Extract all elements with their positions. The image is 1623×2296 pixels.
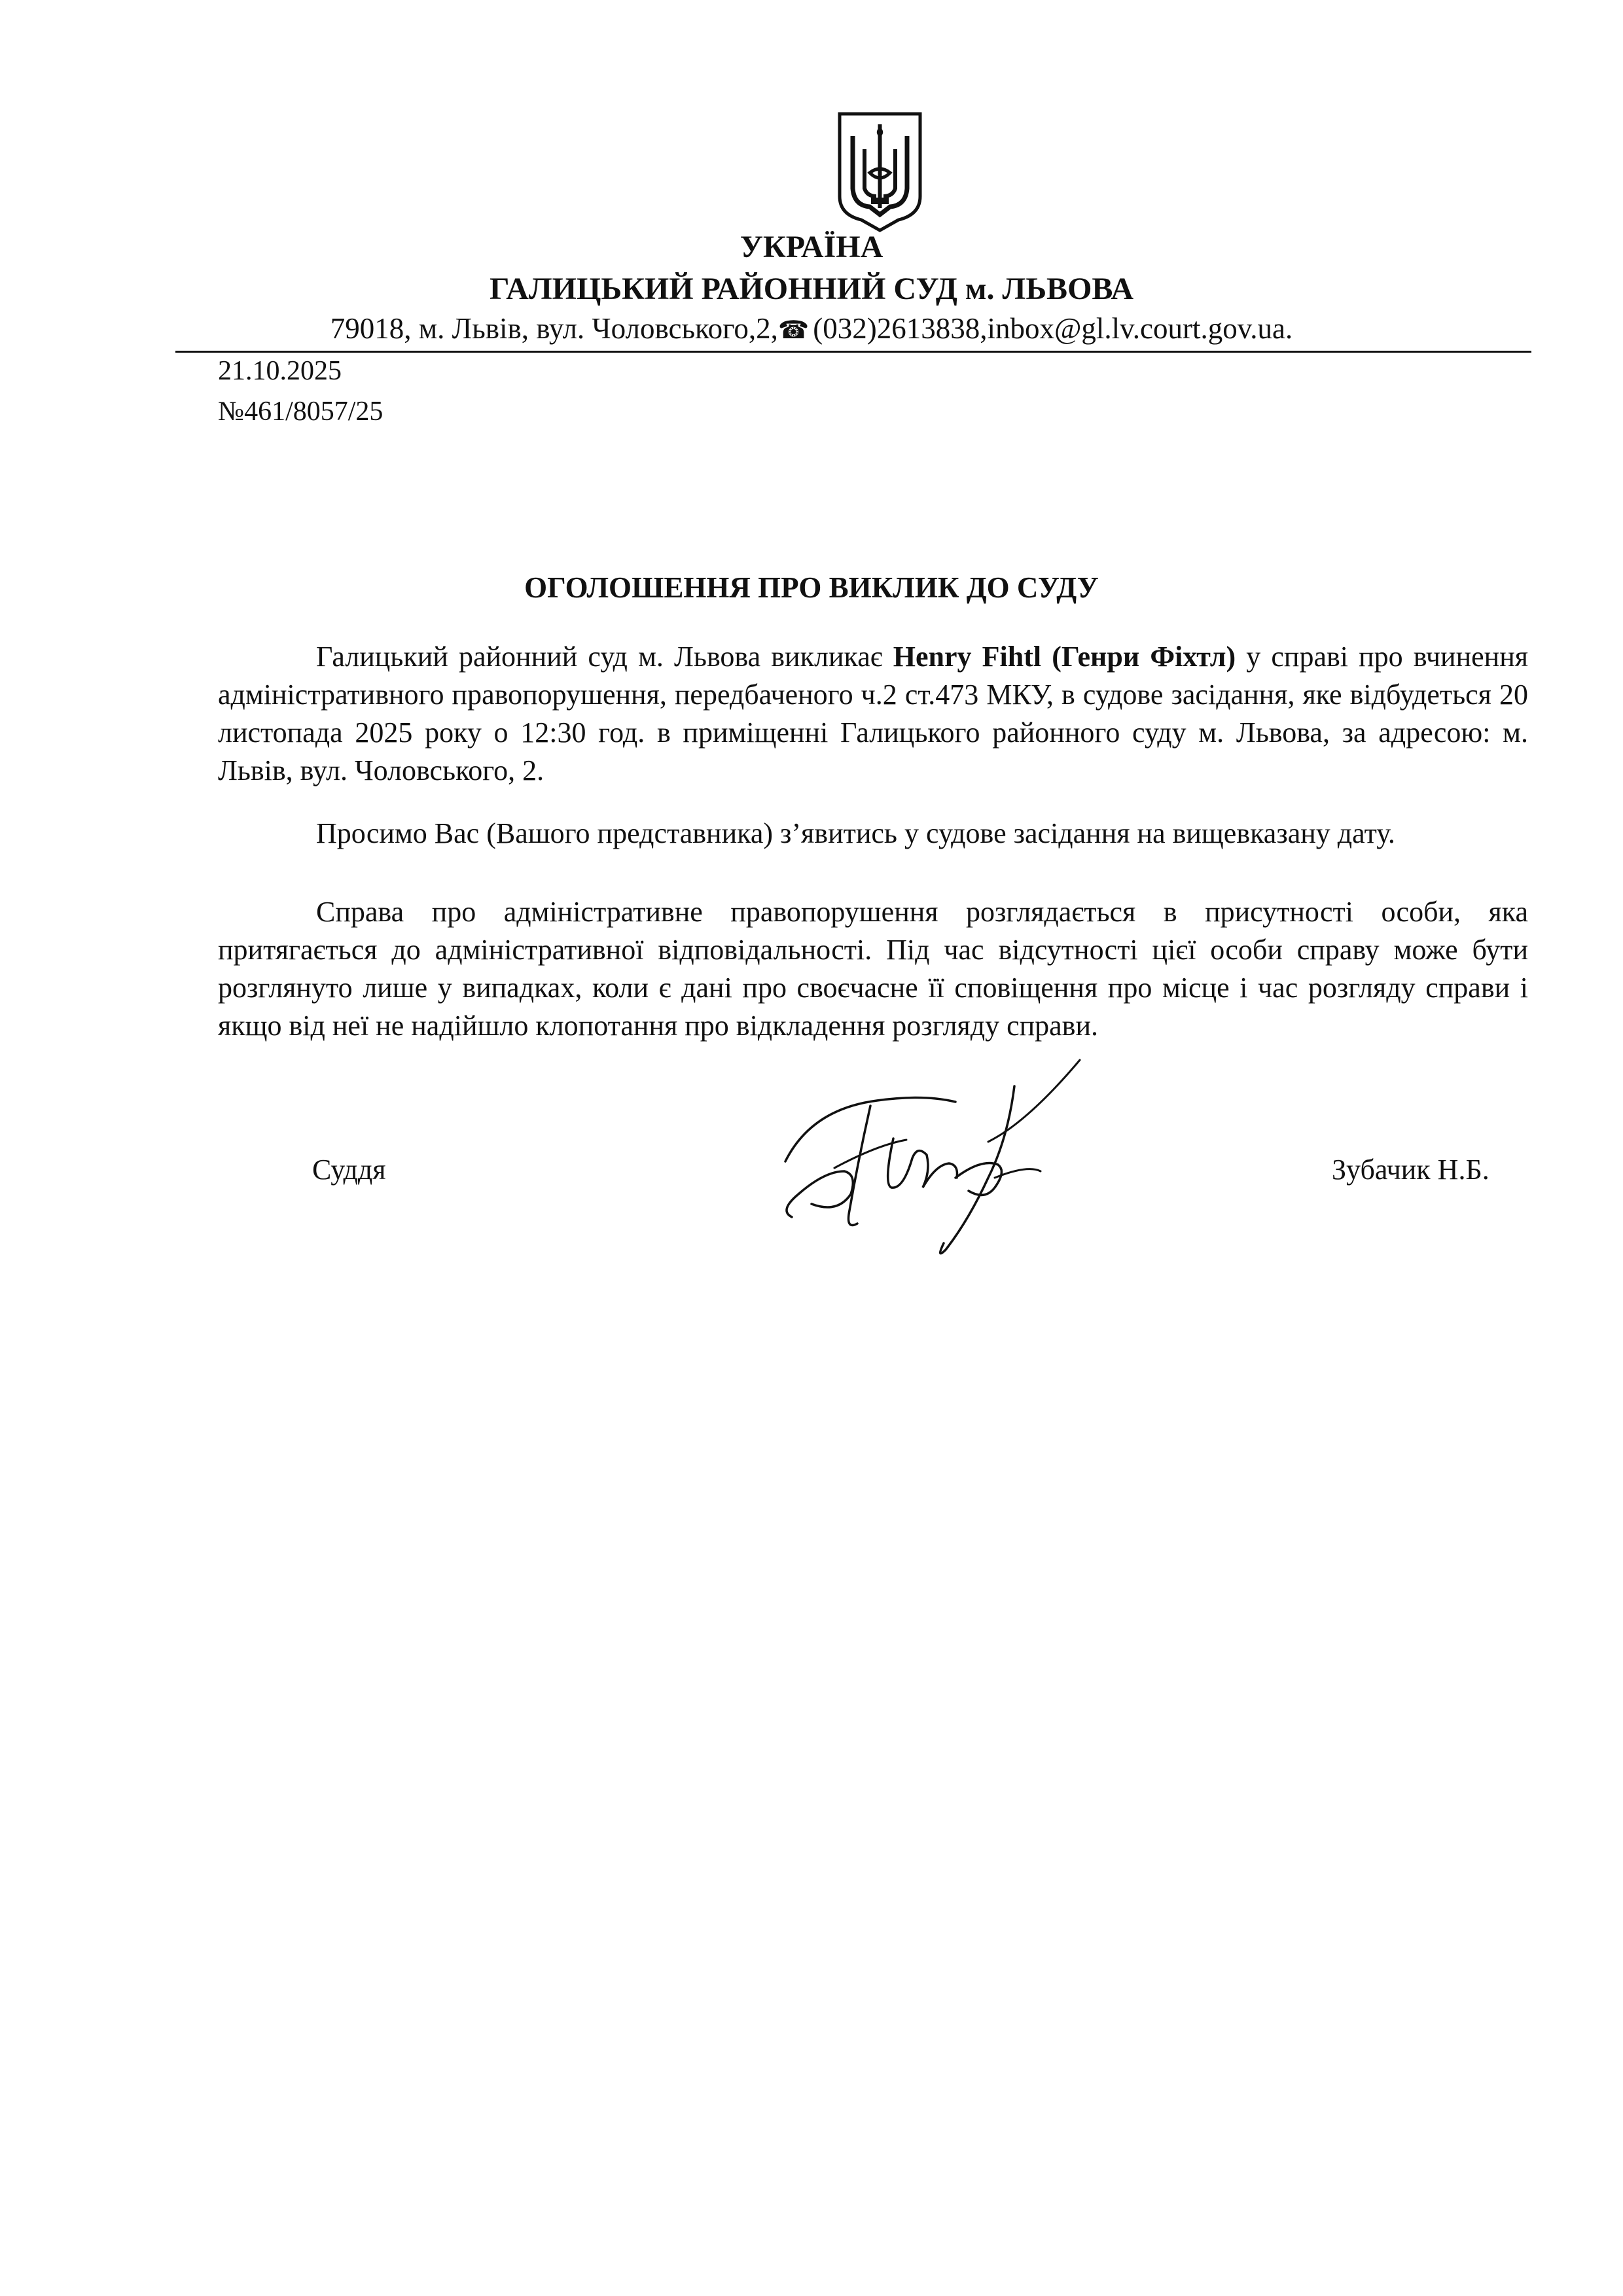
handwritten-signature bbox=[772, 1047, 1099, 1263]
defendant-name: Henry Fihtl (Генри Фіхтл) bbox=[893, 641, 1236, 673]
telephone-icon: ☎ bbox=[777, 317, 810, 344]
judge-role: Суддя bbox=[312, 1154, 386, 1186]
document-number: №461/8057/25 bbox=[218, 397, 383, 427]
judge-name: Зубачик Н.Б. bbox=[1332, 1154, 1489, 1186]
address-text: 79018, м. Львів, вул. Чоловського,2, bbox=[330, 312, 778, 345]
notice-paragraph-3: Справа про адміністративне правопорушення розглядається в присутності особи, яка притягається до адміністративної відповідальності. Під час відсутності цієї особи справу може бути розглянуто лише у випадках, коли є дані про своєчасне її сповіщення про місце і час розгляду справи і якщо від неї не надійшло клопотання про відкладення розгляду справи. bbox=[218, 896, 1528, 1042]
p1-after: у справі про вчинення адміністративного правопорушення, передбаченого ч.2 ст.473 МКУ, в судове засідання, яке відбудеться 20 листопада 2025 року о 12:30 год. в приміщенні Галицького районного суду м. Львова, за адресою: м. Львів, вул. Чоловського, 2. bbox=[218, 641, 1528, 786]
court-address bbox=[0, 310, 1623, 349]
court-name: ГАЛИЦЬКИЙ РАЙОННИЙ СУД м. ЛЬВОВА bbox=[489, 272, 1134, 306]
contacts-text: (032)2613838,inbox@gl.lv.court.gov.ua. bbox=[813, 312, 1293, 345]
header-divider bbox=[175, 351, 1531, 353]
coat-of-arms-icon bbox=[833, 110, 927, 233]
notice-paragraph-2: Просимо Вас (Вашого представника) з’явитись у судове засідання на вищевказану дату. bbox=[316, 817, 1395, 849]
notice-title: ОГОЛОШЕННЯ ПРО ВИКЛИК ДО СУДУ bbox=[524, 571, 1099, 604]
notice-paragraph-1 bbox=[218, 638, 1528, 790]
document-date: 21.10.2025 bbox=[218, 356, 342, 386]
country-name: УКРАЇНА bbox=[740, 230, 883, 264]
p1-before: Галицький районний суд м. Львова викликає bbox=[316, 641, 893, 673]
